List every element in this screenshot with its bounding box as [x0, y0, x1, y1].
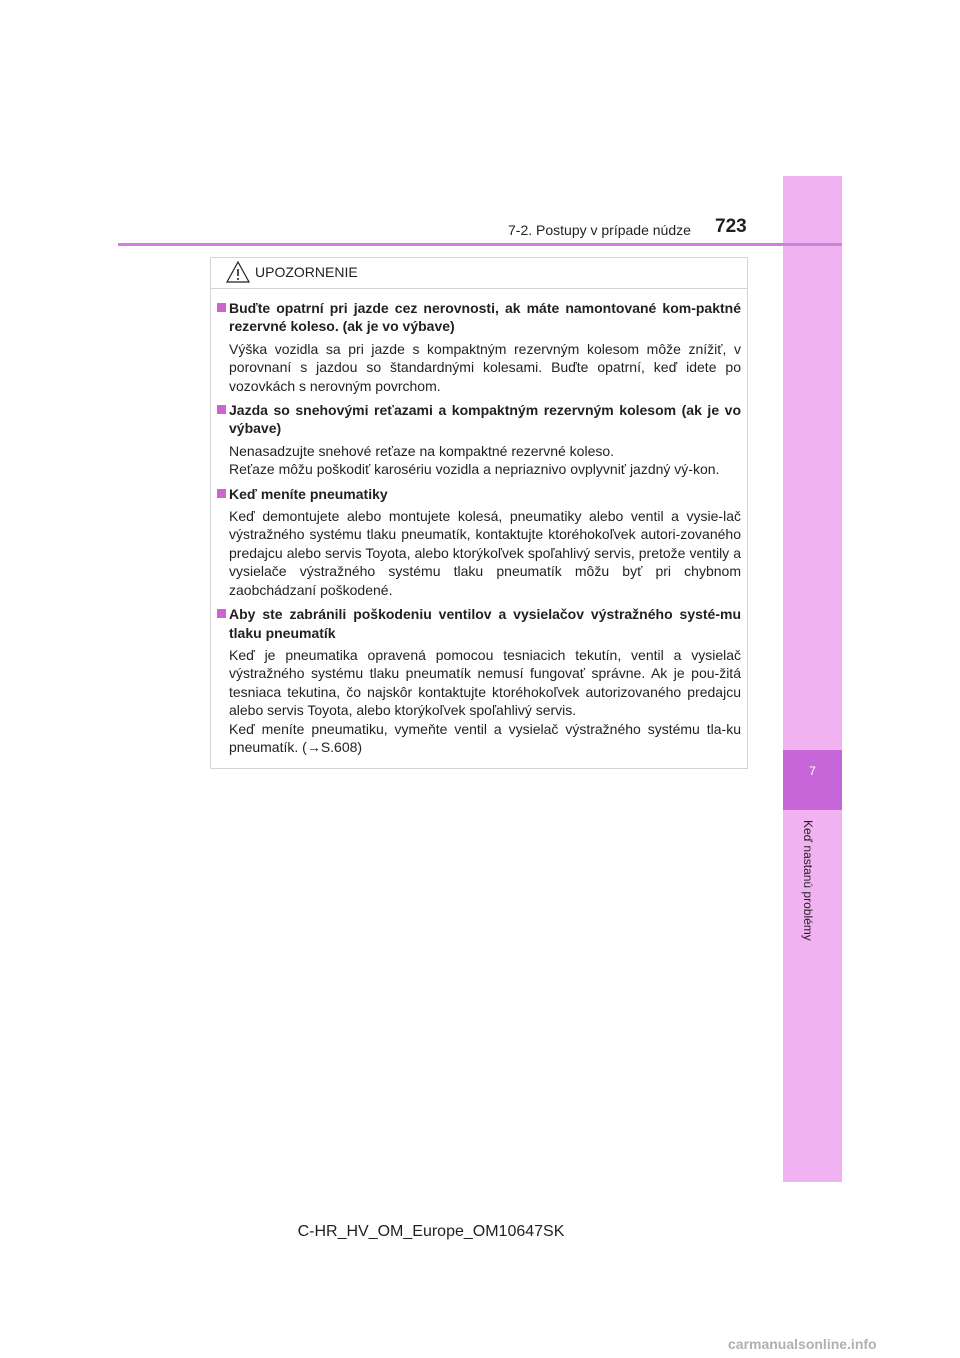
warning-body	[211, 289, 747, 756]
warning-item-text[interactable]: Keď je pneumatika opravená pomocou tesniacich tekutín, ventil a vysielač výstražného systému tlaku pneumatík nemusí fungovať správne. Ak je pou-žitá tesniaca tekutina, čo najskôr kontaktujte ktoréhokoľvek autorizovaného predajcu alebo servis Toyota, alebo ktorýkoľvek spoľahlivý servis. Keď meníte pneumatiku, vymeňte ventil a vysielač výstražného systému tla-ku pneumatík. (→S.608)	[229, 646, 741, 755]
chapter-side-tab	[783, 176, 842, 1182]
watermark[interactable]: carmanualsonline.info	[728, 1336, 877, 1352]
document-id	[0, 1223, 960, 1241]
warning-item	[217, 485, 741, 599]
warning-triangle-icon	[225, 260, 251, 289]
warning-item-text: Výška vozidla sa pri jazde s kompaktným rezervným kolesom môže znížiť, v porovnaní s jazdou so štandardnými kolesami. Buďte opatrní, keď idete po vozovkách s nerovným povrchom.	[229, 340, 741, 394]
warning-item	[217, 299, 741, 395]
warning-item	[217, 605, 741, 756]
warning-label: UPOZORNENIE	[255, 264, 358, 280]
warning-item-heading: Buďte opatrní pri jazde cez nerovnosti, ak máte namontované kom-paktné rezervné koleso. (ak je vo výbave)	[217, 299, 741, 336]
chapter-title: Keď nastanú problémy	[801, 820, 815, 941]
warning-box	[210, 257, 748, 769]
document-id-text: C-HR_HV_OM_Europe_OM10647SK	[297, 1223, 565, 1240]
chapter-number-tab[interactable]	[783, 750, 842, 810]
warning-item-heading: Keď meníte pneumatiky	[217, 485, 741, 503]
warning-item-text: Keď demontujete alebo montujete kolesá, pneumatiky alebo ventil a vysie-lač výstražného systému tlaku pneumatík, kontaktujte ktoréhokoľvek autori-zovaného predajcu alebo servis Toyota, alebo ktorýkoľvek spoľahlivý servis, pretože ventily a vysielače výstražného systému tlaku pneumatík môžu byť pri chybnom zaobchádzaní poškodené.	[229, 508, 741, 598]
warning-item-text: Nenasadzujte snehové reťaze na kompaktné rezervné koleso. Reťaze môžu poškodiť karosériu vozidla a nepriaznivo ovplyvniť jazdný vý-kon.	[229, 442, 720, 478]
page-number: 723	[715, 216, 747, 237]
warning-item-heading: Aby ste zabránili poškodeniu ventilov a vysielačov výstražného systé-mu tlaku pneumatík	[217, 605, 741, 642]
chapter-number: 7	[809, 764, 816, 778]
warning-header	[211, 258, 747, 289]
header-rule	[118, 243, 842, 246]
warning-item	[217, 401, 741, 479]
section-title: 7-2. Postupy v prípade núdze	[508, 222, 691, 238]
warning-item-heading: Jazda so snehovými reťazami a kompaktným rezervným kolesom (ak je vo výbave)	[217, 401, 741, 438]
